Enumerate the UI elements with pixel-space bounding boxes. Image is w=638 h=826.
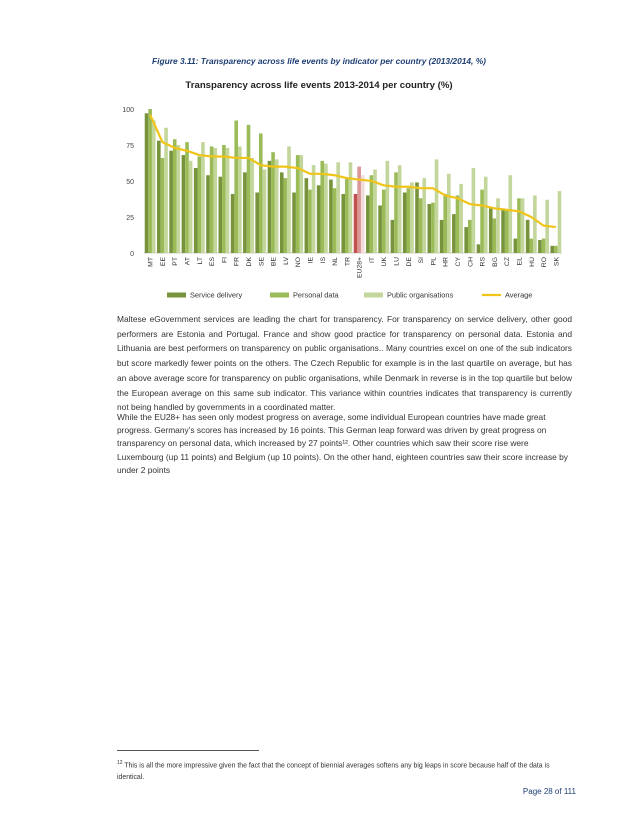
- footnote-text: This is all the more impressive given the fact that the concept of biennial averages softens any big leaps in score because half of the data is identical.: [117, 762, 550, 782]
- bar-public-organisations-lt: [201, 142, 205, 253]
- bar-public-organisations-cy: [459, 184, 463, 253]
- bar-service-delivery-el: [514, 239, 518, 253]
- bar-service-delivery-uk: [378, 205, 382, 253]
- x-tick-label: UK: [381, 257, 389, 267]
- x-tick-label: LT: [196, 257, 204, 265]
- footnote-separator: [117, 750, 259, 751]
- x-tick-label: EL: [516, 257, 524, 266]
- y-tick-label: 0: [130, 251, 134, 258]
- legend-label-service-delivery: Service delivery: [190, 290, 243, 300]
- x-tick-label: FR: [233, 257, 241, 267]
- x-tick-label: DE: [405, 257, 413, 267]
- x-tick-label: DK: [246, 257, 253, 267]
- bar-public-organisations-tr: [349, 162, 353, 253]
- bar-service-delivery-fr: [231, 194, 235, 253]
- x-tick-label: NO: [295, 257, 303, 268]
- bar-personal-data-hr: [443, 194, 447, 253]
- bar-service-delivery-ch: [464, 227, 468, 253]
- bar-public-organisations-fr: [238, 146, 242, 253]
- x-tick-label: RO: [541, 257, 549, 268]
- bar-service-delivery-hu: [526, 220, 530, 253]
- bar-service-delivery-de: [403, 193, 407, 253]
- x-tick-label: LV: [282, 257, 290, 265]
- bar-service-delivery-fi: [218, 177, 222, 253]
- bar-service-delivery-ie: [305, 178, 309, 253]
- x-tick-label: BE: [270, 257, 278, 267]
- x-tick-label: CY: [455, 257, 462, 267]
- bar-public-organisations-mt: [152, 121, 156, 253]
- bar-public-organisations-de: [410, 182, 414, 253]
- paragraph-transparency-leaders: Maltese eGovernment services are leading the chart for transparency. For transparency on service delivery, other good performers are Estonia and Portugal. France and show good practice for transparency on personal data. Estonia and Lithuania are best performers on transparency on public organisations.. Many countries excel on one of the sub indicators but score markedly fewer points on the others. The Czech Republic for example is in the last quartile on average, but has an above average score for transparency on public organisations, while Denmark in reverse is in the top quartile but below the European average on this same sub indicator. This variance within countries indicates that transparency is currently not being handled by governments in a coordinated matter.: [117, 314, 572, 413]
- bar-service-delivery-is: [317, 185, 321, 253]
- bar-personal-data-lt: [198, 157, 202, 253]
- bar-service-delivery-nl: [329, 180, 333, 253]
- bar-personal-data-de: [407, 188, 411, 253]
- x-tick-label: LU: [393, 257, 401, 266]
- bar-public-organisations-uk: [386, 161, 390, 253]
- x-tick-label: MT: [147, 257, 155, 267]
- bar-personal-data-at: [185, 142, 189, 253]
- bar-service-delivery-lu: [391, 220, 395, 253]
- paragraph-eu-progress: While the EU28+ has seen only modest progress on average, some individual European countries have made great progress. Germany’s scores has increased by 16 points. This German leap forward was driven by great progress on transparency on personal data, which increased by 27 points¹². Other countries which saw their score rise were Luxembourg (up 11 points) and Belgium (up 10 points). On the other hand, eighteen countries saw their score increase by under 2 points: [117, 412, 568, 475]
- bar-service-delivery-eu28: [354, 194, 358, 253]
- bar-public-organisations-ie: [312, 165, 316, 253]
- y-tick-label: 25: [126, 215, 134, 222]
- legend-swatch-personal-data: [270, 293, 289, 298]
- y-tick-label: 50: [126, 179, 134, 186]
- bar-personal-data-si: [419, 198, 423, 253]
- bar-personal-data-cz: [505, 210, 509, 253]
- x-tick-label: EU28+: [356, 257, 364, 278]
- x-tick-label: BG: [491, 257, 499, 267]
- bar-service-delivery-pt: [169, 151, 173, 253]
- x-tick-label: EE: [159, 257, 167, 267]
- bar-service-delivery-rs: [477, 244, 481, 253]
- bar-public-organisations-es: [213, 148, 217, 253]
- legend-label-average: Average: [505, 290, 533, 300]
- bar-public-organisations-ee: [164, 128, 168, 253]
- footnote-number: 12: [117, 760, 123, 766]
- bar-public-organisations-lu: [398, 165, 402, 253]
- bar-service-delivery-bg: [489, 208, 493, 253]
- bar-personal-data-ch: [468, 220, 472, 253]
- bar-service-delivery-mt: [145, 113, 149, 253]
- x-tick-label: IS: [319, 257, 327, 264]
- bar-personal-data-es: [210, 146, 214, 253]
- legend-label-personal-data: Personal data: [293, 290, 339, 300]
- bar-public-organisations-hr: [447, 174, 451, 253]
- x-tick-label: CH: [467, 257, 475, 267]
- bar-service-delivery-pl: [427, 204, 431, 253]
- bar-service-delivery-cz: [501, 208, 505, 253]
- bar-personal-data-pt: [173, 139, 177, 253]
- legend-label-public-organisations: Public organisations: [387, 290, 454, 300]
- bar-public-organisations-be: [275, 159, 279, 253]
- x-tick-label: PT: [172, 257, 180, 266]
- bar-service-delivery-ee: [157, 141, 161, 253]
- bar-personal-data-cy: [456, 195, 460, 253]
- bar-service-delivery-tr: [341, 194, 345, 253]
- page-number: Page 28 of 111: [522, 787, 576, 796]
- x-tick-label: HR: [442, 257, 450, 267]
- bar-personal-data-ee: [161, 158, 165, 253]
- x-tick-label: IT: [368, 257, 376, 264]
- bar-personal-data-mt: [148, 109, 152, 253]
- bar-public-organisations-ch: [472, 168, 476, 253]
- x-tick-label: ES: [209, 257, 217, 267]
- x-tick-label: FI: [221, 257, 229, 264]
- x-tick-label: IE: [307, 257, 315, 264]
- bar-service-delivery-be: [268, 161, 272, 253]
- legend-swatch-public-organisations: [364, 293, 383, 298]
- bar-public-organisations-pt: [177, 145, 181, 253]
- bar-personal-data-ro: [542, 239, 546, 253]
- y-tick-label: 75: [126, 143, 134, 150]
- bar-public-organisations-is: [324, 164, 328, 253]
- bar-public-organisations-si: [422, 178, 426, 253]
- bar-public-organisations-at: [189, 161, 193, 253]
- bar-service-delivery-se: [255, 193, 259, 253]
- bar-service-delivery-lv: [280, 172, 284, 253]
- y-tick-label: 100: [122, 107, 134, 114]
- bar-service-delivery-dk: [243, 172, 247, 253]
- bar-personal-data-uk: [382, 190, 386, 253]
- bar-service-delivery-it: [366, 195, 370, 253]
- bar-public-organisations-fi: [226, 148, 230, 253]
- x-tick-label: CZ: [504, 257, 512, 267]
- bar-personal-data-el: [517, 198, 521, 253]
- bar-personal-data-rs: [480, 190, 484, 253]
- x-tick-label: SI: [418, 257, 426, 264]
- bar-personal-data-pl: [431, 203, 435, 253]
- bar-personal-data-fi: [222, 145, 226, 253]
- x-tick-label: HU: [528, 257, 536, 267]
- legend-swatch-service-delivery: [167, 293, 186, 298]
- bar-service-delivery-no: [292, 193, 296, 253]
- footnote: [117, 757, 572, 784]
- transparency-chart: [112, 100, 582, 310]
- bar-public-organisations-dk: [250, 158, 254, 253]
- bar-service-delivery-sk: [550, 246, 554, 253]
- bar-personal-data-nl: [333, 188, 337, 253]
- bar-service-delivery-hr: [440, 220, 444, 253]
- x-tick-label: SE: [258, 257, 266, 267]
- bar-service-delivery-ro: [538, 240, 542, 253]
- chart-legend: [167, 291, 532, 300]
- x-tick-label: NL: [332, 257, 340, 266]
- bar-personal-data-ie: [308, 190, 312, 253]
- bar-public-organisations-sk: [558, 191, 562, 253]
- bar-layer: [145, 109, 562, 253]
- bar-personal-data-fr: [234, 121, 238, 253]
- bar-personal-data-it: [370, 175, 374, 253]
- bar-public-organisations-bg: [496, 198, 500, 253]
- x-tick-label: PL: [430, 257, 438, 266]
- bar-personal-data-lv: [284, 178, 288, 253]
- bar-public-organisations-hu: [533, 195, 537, 253]
- bar-public-organisations-se: [263, 169, 267, 253]
- bar-public-organisations-cz: [508, 175, 512, 253]
- figure-caption: Figure 3.11: Transparency across life events by indicator per country (2013/2014, %): [152, 56, 486, 66]
- bar-public-organisations-eu28: [361, 175, 365, 253]
- bar-service-delivery-at: [182, 155, 186, 253]
- bar-personal-data-dk: [247, 125, 251, 253]
- x-tick-label: TR: [344, 257, 352, 267]
- bar-personal-data-tr: [345, 178, 349, 253]
- x-tick-label: RS: [479, 257, 487, 267]
- bar-public-organisations-el: [521, 198, 525, 253]
- bar-personal-data-se: [259, 133, 263, 253]
- bar-service-delivery-si: [415, 182, 419, 253]
- bar-personal-data-bg: [493, 218, 497, 253]
- bar-service-delivery-lt: [194, 168, 198, 253]
- bar-personal-data-lu: [394, 172, 398, 253]
- x-tick-label: SK: [553, 257, 561, 267]
- bar-service-delivery-es: [206, 175, 210, 253]
- bar-service-delivery-cy: [452, 214, 456, 253]
- bar-public-organisations-rs: [484, 177, 488, 253]
- bar-personal-data-sk: [554, 246, 558, 253]
- x-tick-label: AT: [184, 257, 192, 266]
- chart-title: Transparency across life events 2013-2014 per country (%): [185, 80, 453, 91]
- bar-public-organisations-lv: [287, 146, 291, 253]
- bar-personal-data-hu: [529, 239, 533, 253]
- bar-public-organisations-pl: [435, 159, 439, 253]
